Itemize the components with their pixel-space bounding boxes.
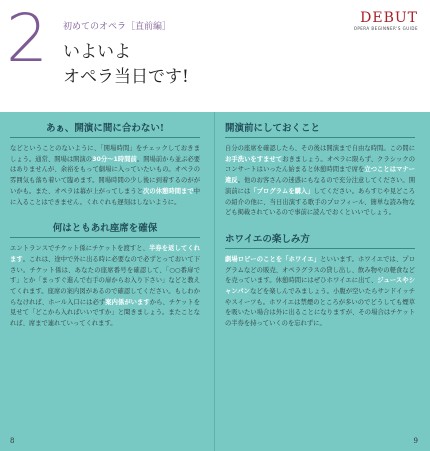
title-line-1: いよいよ [63,42,131,62]
left-column [10,120,200,330]
logo-word: DEBUT [360,10,418,26]
text-run: 。他のお客さんの迷惑にもなるので充分注意してください。開演前には [225,177,416,195]
left-section2-heading: 何はともあれ座席を確保 [10,220,200,238]
page-number-right: 9 [413,437,418,445]
highlighted-text: 劇場ロビーのことを「ホワイエ」 [225,255,321,263]
left-section1-text [10,144,200,208]
chapter-number: 2 [6,0,48,77]
right-section1-heading: 開演前にしておくこと [225,120,415,138]
page-divider [214,112,215,451]
page-header [0,0,430,112]
page-number-left: 8 [10,437,15,445]
highlighted-text: 30分〜1時間前 [92,155,137,163]
right-column [225,120,415,330]
text-run: 自分の座席を確認したら、その後は開演まで自由な時間。この間に [225,145,415,152]
text-run: 。これは、途中で外に出る時に必要なので必ずとっておいて下さい。チケット係は、あなたの座席番号を確認して、「○○番扉です」とか「まっすぐ進んで右手の扉からお入り下さい」などと教えてくれます。座席の案内図があるので確認してください。もしわからなければ、ホール入口には必ず [10,255,201,306]
left-section1-heading: あぁ、開演に間に合わない! [10,120,200,138]
right-section2-text [225,255,415,330]
text-run: などということのないように、「開場時間」をチェックしておきましょう。通常、開場は開演の [10,145,200,163]
brand-logo [354,10,418,31]
text-run: から、チケットを見せて「どこから入ればいいですか」と聞きましょう。またことなれば、席まで連れていってくれます。 [10,298,201,328]
page-title [63,40,189,90]
highlighted-text: 「プログラムを購入」 [250,187,314,195]
text-run: おきましょう。オペラに限らず、クラシックのコンサートはいったん始まると休憩時間まで席を [225,155,416,174]
highlighted-text: お手洗いをすませて [225,155,283,163]
left-section2-text [10,244,200,330]
text-run: してください。あらすじや見どころの紹介の他に、当日出演する歌手のプロフィール、簡単な読み物なども掲載されているので事前に読んでおくといいでしょう。 [225,187,416,217]
title-line-2: オペラ当日です! [63,67,189,87]
chapter-label: 初めてのオペラ［直前編］ [63,22,172,32]
text-run: エントランスでチケット係にチケットを渡すと、 [10,245,150,253]
right-section1-text [225,144,415,219]
text-run: 。開場前から並ぶ必要はありませんが、余裕をもって劇場に入っていたいもの。オペラの雰囲気も落ち着いて臨めます。開場時間の少し後に到着するのががいかも。また、オペラは幕が上がってしまうと [10,155,201,195]
highlighted-text: 次の休憩時間まで [143,187,194,195]
text-run: といいます。ホワイエでは、プログラムなどの販売、オペラグラスの貸し出し、飲み物やの軽食などを売っています。休憩時間にはぜひホワイエに出て、 [225,255,415,285]
highlighted-text: 案内係がいます [105,298,150,306]
right-section2-heading: ホワイエの楽しみ方 [225,231,415,249]
highlighted-text: ジュースやシャンパン [225,277,415,296]
text-run: 中に入ることはできません。くれぐれも遅刻はしないように。 [10,187,201,206]
highlighted-text: 半券を返してくれます [10,245,201,263]
text-run: などを楽しんでみましょう。小腹が空いたらサンドイッチやスイーツも。ホワイエは禁煙のところが多いのでどうしても煙草を吸いたい場合は外に出ることになりますが、その場合はチケットの半券を持っていくのを忘れずに。 [225,288,415,328]
logo-subtitle: OPERA BEGINNER'S GUIDE [353,26,418,31]
highlighted-text: 立つことはマナー違反 [225,166,416,185]
